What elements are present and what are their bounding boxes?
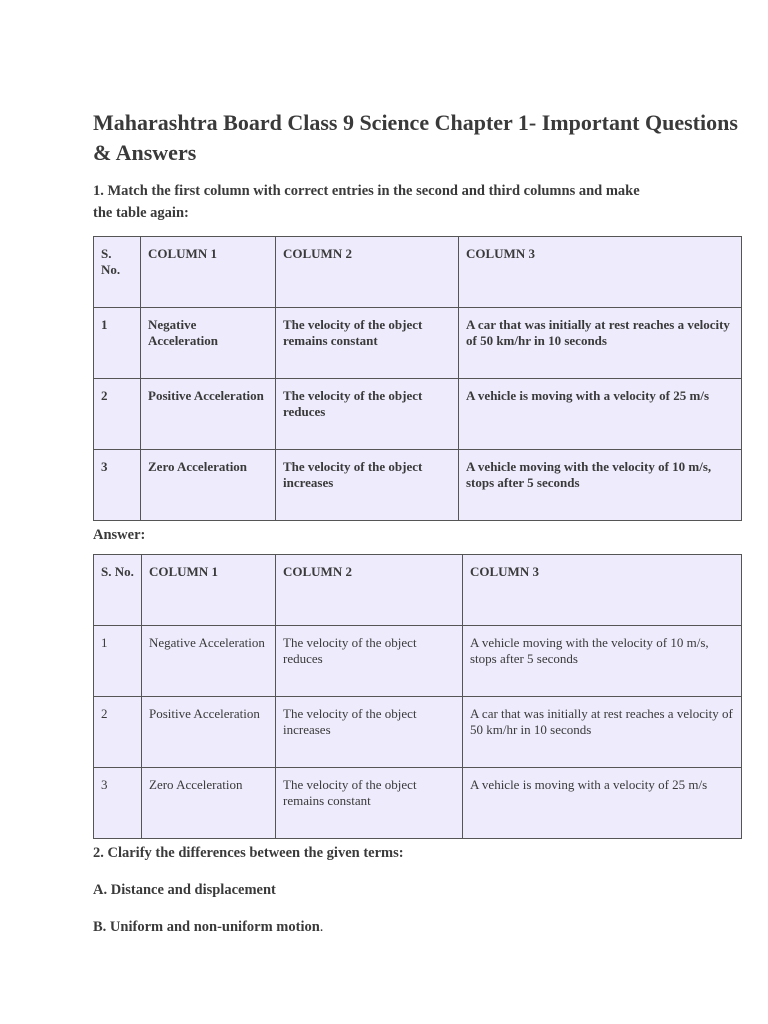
table-cell: Zero Acceleration: [141, 450, 276, 521]
header-cell: S. No.: [94, 237, 141, 308]
header-cell: COLUMN 1: [142, 555, 276, 626]
question-table: [93, 236, 742, 521]
header-cell: COLUMN 3: [463, 555, 742, 626]
table-cell: Positive Acceleration: [142, 697, 276, 768]
table-cell: The velocity of the object reduces: [276, 626, 463, 697]
table-cell: 2: [94, 697, 142, 768]
header-cell: COLUMN 1: [141, 237, 276, 308]
sub-question-b: [93, 918, 741, 936]
table-cell: 2: [94, 379, 141, 450]
answer-table: [93, 554, 742, 839]
table-cell: The velocity of the object remains constant: [276, 768, 463, 839]
table-cell: A vehicle moving with the velocity of 10 m/s, stops after 5 seconds: [459, 450, 742, 521]
table-row: [94, 697, 742, 768]
table-cell: A vehicle is moving with a velocity of 25 m/s: [463, 768, 742, 839]
table-cell: 1: [94, 308, 141, 379]
table-cell: A vehicle moving with the velocity of 10 m/s, stops after 5 seconds: [463, 626, 742, 697]
sub-question-b-period: .: [319, 919, 324, 935]
question-1: 1. Match the first column with correct entries in the second and third columns and make the table again:: [93, 183, 640, 221]
table-cell: The velocity of the object remains constant: [276, 308, 459, 379]
header-cell: S. No.: [94, 555, 142, 626]
table-header-row: [94, 237, 742, 308]
page-title: Maharashtra Board Class 9 Science Chapter 1- Important Questions & Answers: [93, 110, 738, 165]
table-cell: The velocity of the object increases: [276, 450, 459, 521]
table-cell: 1: [94, 626, 142, 697]
header-cell: COLUMN 3: [459, 237, 742, 308]
table-cell: The velocity of the object reduces: [276, 379, 459, 450]
header-cell: COLUMN 2: [276, 555, 463, 626]
table-cell: The velocity of the object increases: [276, 697, 463, 768]
table-cell: A car that was initially at rest reaches a velocity of 50 km/hr in 10 seconds: [463, 697, 742, 768]
table-row: [94, 768, 742, 839]
table-cell: Negative Acceleration: [142, 626, 276, 697]
table-cell: Positive Acceleration: [141, 379, 276, 450]
table-row: [94, 450, 742, 521]
table-cell: Zero Acceleration: [142, 768, 276, 839]
sub-question-b-text: B. Uniform and non-uniform motion: [93, 919, 320, 935]
question-2: 2. Clarify the differences between the given terms:: [93, 845, 404, 861]
table-header-row: [94, 555, 742, 626]
sub-question-a: A. Distance and displacement: [93, 882, 276, 898]
header-cell: COLUMN 2: [276, 237, 459, 308]
table-cell: A vehicle is moving with a velocity of 25 m/s: [459, 379, 742, 450]
table-cell: A car that was initially at rest reaches a velocity of 50 km/hr in 10 seconds: [459, 308, 742, 379]
table-cell: 3: [94, 768, 142, 839]
table-row: [94, 379, 742, 450]
table-cell: 3: [94, 450, 141, 521]
answer-label: Answer:: [93, 527, 146, 543]
document-page: [93, 108, 741, 936]
table-row: [94, 626, 742, 697]
table-cell: Negative Acceleration: [141, 308, 276, 379]
table-row: [94, 308, 742, 379]
